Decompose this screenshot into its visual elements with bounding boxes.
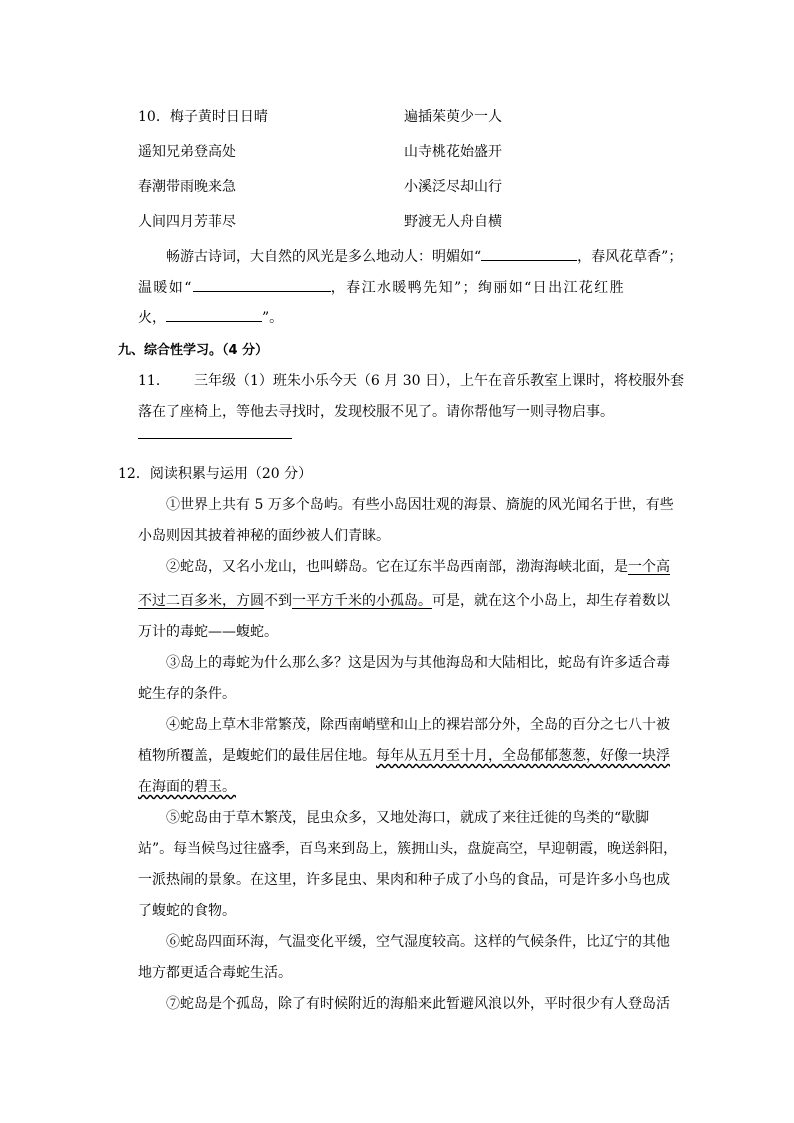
fill-in-text: ”。 — [262, 310, 284, 326]
answer-blank[interactable] — [193, 277, 331, 292]
paragraph-5-line-3: 一派热闹的景象。在这里，许多昆虫、果肉和种子成了小鸟的食品，可是许多小鸟也成 — [138, 872, 670, 888]
paragraph-1-line-2: 小岛则因其披着神秘的面纱被人们青睐。 — [138, 528, 390, 544]
fill-in-text: 温暖如“ — [138, 280, 193, 296]
poem-right-4: 野渡无人舟自横 — [404, 214, 502, 230]
poem-right-3: 小溪泛尽却山行 — [404, 179, 502, 195]
section-12-heading: 12．阅读积累与运用（20 分） — [118, 466, 313, 482]
underlined-text: 不过 — [138, 593, 166, 609]
poem-left-4: 人间四月芳菲尽 — [138, 214, 236, 230]
paragraph-3-line-2: 蛇生存的条件。 — [138, 686, 236, 702]
paragraph-2-line-3: 万计的毒蛇——蝮蛇。 — [138, 624, 278, 640]
paragraph-text: 植物所覆盖，是蝮蛇们的最佳居住地。 — [138, 748, 376, 764]
paragraph-7-line-1: ⑦蛇岛是个孤岛，除了有时候附近的海船来此暂避风浪以外，平时很少有人登岛活 — [166, 996, 670, 1012]
poem-right-2: 山寺桃花始盛开 — [404, 144, 502, 160]
fill-in-text: 火， — [138, 310, 166, 326]
fill-in-text: 畅游古诗词，大自然的风光是多么地动人：明媚如“ — [166, 249, 482, 265]
q11-number: 11． — [138, 373, 170, 389]
q11-text-line-2: 落在了座椅上，等他去寻找时，发现校服不见了。请你帮他写一则寻物启事。 — [138, 404, 614, 420]
wavy-underlined-text: 在海面的碧玉。 — [138, 779, 236, 795]
wavy-underlined-text: 每年从五月至十月，全岛郁郁葱葱，好像一块浮 — [376, 748, 670, 764]
paragraph-1-line-1: ①世界上共有 5 万多个岛屿。有些小岛因壮观的海景、旖旎的风光闻名于世，有些 — [166, 497, 674, 513]
answer-blank[interactable] — [166, 307, 262, 322]
fill-in-text: ，春江水暖鸭先知”；绚丽如“日出江花红胜 — [330, 280, 626, 296]
paragraph-4-line-3 — [138, 776, 236, 796]
fill-in-text: ，春风花草香”； — [577, 249, 683, 265]
poem-left-2: 遥知兄弟登高处 — [138, 144, 236, 160]
underlined-text: 一平方千米的小孤岛。 — [292, 593, 432, 609]
paragraph-4-line-1: ④蛇岛上草木非常繁茂，除西南峭壁和山上的裸岩部分外，全岛的百分之七八十被 — [166, 717, 670, 733]
paragraph-text: 不到 — [264, 593, 292, 609]
paragraph-5-line-4: 了蝮蛇的食物。 — [138, 903, 236, 919]
poem-left-1: 10．梅子黄时日日晴 — [138, 109, 268, 125]
poem-left-3: 春潮带雨晚来急 — [138, 179, 236, 195]
paragraph-2-line-2 — [138, 590, 670, 610]
underlined-text: 一个高 — [628, 559, 670, 575]
underlined-text: 二百多米，方圆 — [166, 593, 264, 609]
paragraph-5-line-1: ⑤蛇岛由于草木繁茂，昆虫众多，又地处海口，就成了来往迁徙的鸟类的“歇脚 — [166, 810, 650, 826]
fill-in-line-1 — [166, 246, 682, 266]
paragraph-5-line-2: 站”。每当候鸟过往盛季，百鸟来到岛上，簇拥山头，盘旋高空，早迎朝霞，晚送斜阳， — [138, 841, 678, 857]
section-9-heading: 九、综合性学习。（4 分） — [118, 343, 269, 358]
fill-in-line-2 — [138, 277, 625, 297]
paragraph-6-line-2: 地方都更适合毒蛇生活。 — [138, 965, 292, 981]
paragraph-2-line-1 — [166, 556, 670, 576]
paragraph-3-line-1: ③岛上的毒蛇为什么那么多？这是因为与其他海岛和大陆相比，蛇岛有许多适合毒 — [166, 655, 670, 671]
poem-right-1: 遍插茱萸少一人 — [404, 109, 502, 125]
paragraph-4-line-2 — [138, 745, 670, 765]
answer-blank[interactable] — [481, 246, 577, 261]
fill-in-line-3 — [138, 307, 283, 327]
q11-text-line-1: 三年级（1）班朱小乐今天（6 月 30 日），上午在音乐教室上课时，将校服外套 — [194, 373, 684, 389]
paragraph-text: ②蛇岛，又名小龙山，也叫蟒岛。它在辽东半岛西南部，渤海海峡北面，是 — [166, 559, 628, 575]
paragraph-text: 可是，就在这个小岛上，却生存着数以 — [432, 593, 670, 609]
q11-answer-line[interactable] — [138, 438, 292, 439]
paragraph-6-line-1: ⑥蛇岛四面环海，气温变化平缓，空气湿度较高。这样的气候条件，比辽宁的其他 — [166, 934, 670, 950]
